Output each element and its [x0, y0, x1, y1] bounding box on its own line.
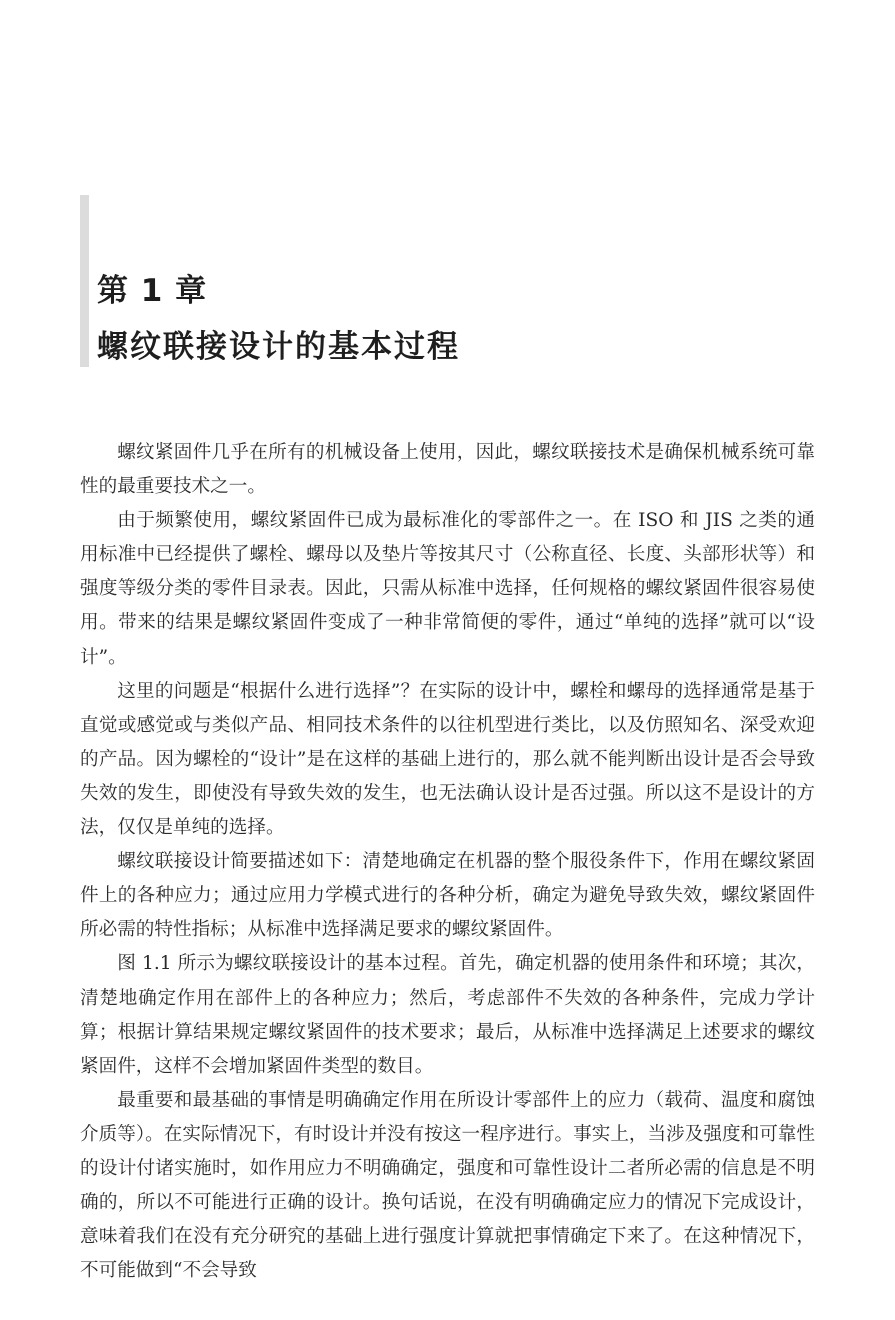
paragraph-5: 图 1.1 所示为螺纹联接设计的基本过程。首先，确定机器的使用条件和环境；其次，清楚地确定作用在部件上的各种应力；然后，考虑部件不失效的各种条件，完成力学计算；根据计算结果规定螺纹紧固件的技术要求；最后，从标准中选择满足上述要求的螺纹紧固件，这样不会增加紧固件类型的数目。	[80, 953, 815, 1077]
paragraph-3: 这里的问题是“根据什么进行选择”？在实际的设计中，螺栓和螺母的选择通常是基于直觉或感觉或与类似产品、相同技术条件的以往机型进行类比，以及仿照知名、深受欢迎的产品。因为螺栓的“设计”是在这样的基础上进行的，那么就不能判断出设计是否会导致失效的发生，即使没有导致失效的发生，也无法确认设计是否过强。所以这不是设计的方法，仅仅是单纯的选择。	[80, 680, 815, 839]
chapter-accent-bar	[80, 195, 89, 367]
body-text	[80, 436, 815, 1288]
chapter-heading	[97, 268, 817, 370]
paragraph-1: 螺纹紧固件几乎在所有的机械设备上使用，因此，螺纹联接技术是确保机械系统可靠性的最重要技术之一。	[80, 442, 815, 498]
chapter-number: 第 1 章	[97, 273, 208, 309]
paragraph-6: 最重要和最基础的事情是明确确定作用在所设计零部件上的应力（载荷、温度和腐蚀介质等）。在实际情况下，有时设计并没有按这一程序进行。事实上，当涉及强度和可靠性的设计付诸实施时，如作用应力不明确确定，强度和可靠性设计二者所必需的信息是不明确的，所以不可能进行正确的设计。换句话说，在没有明确确定应力的情况下完成设计，意味着我们在没有充分研究的基础上进行强度计算就把事情确定下来了。在这种情况下，不可能做到“不会导致	[80, 1089, 815, 1282]
paragraph-2: 由于频繁使用，螺纹紧固件已成为最标准化的零部件之一。在 ISO 和 JIS 之类的通用标准中已经提供了螺栓、螺母以及垫片等按其尺寸（公称直径、长度、头部形状等）和强度等级分类的零件目录表。因此，只需从标准中选择，任何规格的螺纹紧固件很容易使用。带来的结果是螺纹紧固件变成了一种非常简便的零件，通过“单纯的选择”就可以“设计”。	[80, 510, 815, 668]
paragraph-4: 螺纹联接设计简要描述如下：清楚地确定在机器的整个服役条件下，作用在螺纹紧固件上的各种应力；通过应用力学模式进行的各种分析，确定为避免导致失效，螺纹紧固件所必需的特性指标；从标准中选择满足要求的螺纹紧固件。	[80, 851, 815, 941]
chapter-title: 螺纹联接设计的基本过程	[97, 329, 460, 365]
